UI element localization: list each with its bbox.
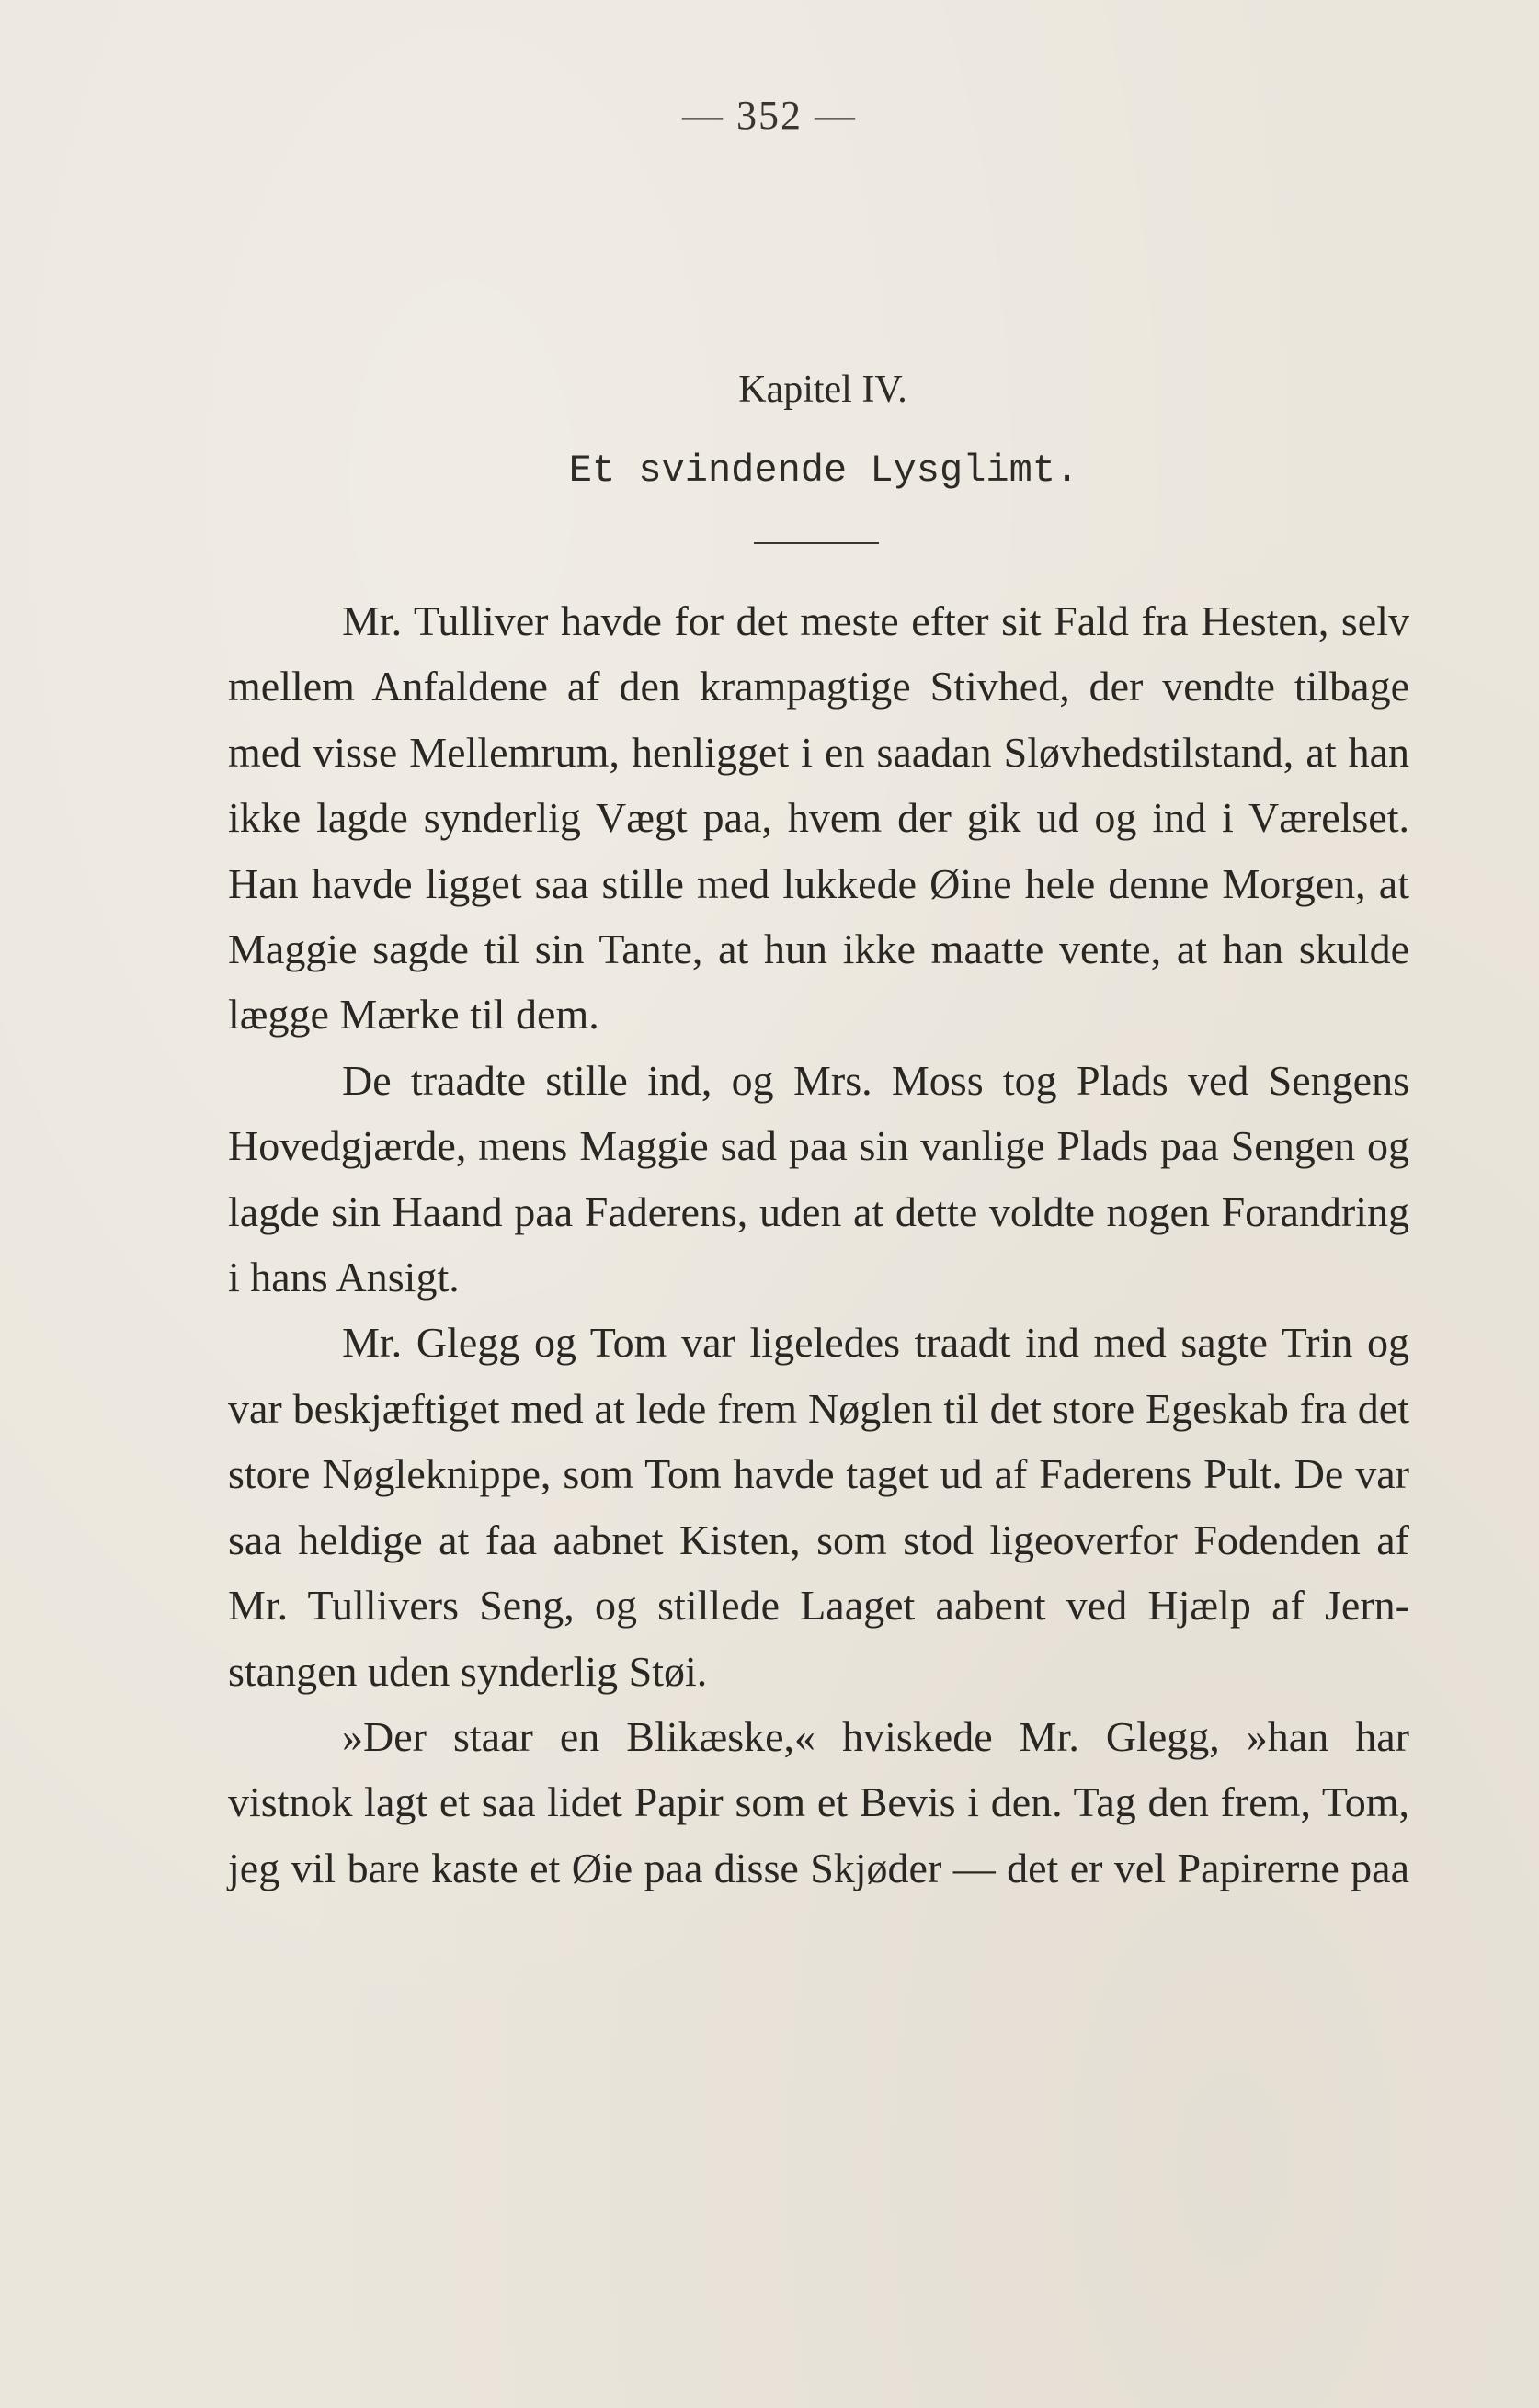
chapter-title: Et svindende Lysglimt. bbox=[568, 449, 1079, 493]
paragraph: Mr. Glegg og Tom var ligeledes traadt ind med sagte Trin og var beskjæftiget med at lede frem Nøglen til det store Egeskab fra det store Nøgleknippe, som Tom havde taget ud af Faderens Pult. De var saa heldige at faa aabnet Kisten, som stod ligeoverfor Fodenden af Mr. Tullivers Seng, og stillede Laaget aabent ved Hjælp af Jernstangen uden synderlig Støi. bbox=[228, 1319, 1409, 1695]
title-divider bbox=[754, 542, 879, 544]
paragraph: Mr. Tulliver havde for det meste efter sit Fald fra Hesten, selv mellem Anfaldene af den krampagtige Stivhed, der vendte tilbage med visse Mellemrum, henligget i en saadan Sløvhedstilstand, at han ikke lagde synderlig Vægt paa, hvem der gik ud og ind i Værelset. Han havde ligget saa stille med lukkede Øine hele denne Morgen, at Maggie sagde til sin Tante, at hun ikke maatte vente, at han skulde lægge Mærke til dem. bbox=[228, 597, 1409, 1039]
chapter-label: Kapitel IV. bbox=[738, 369, 907, 411]
paragraph: »Der staar en Blikæske,« hviskede Mr. Glegg, »han har vistnok lagt et saa lidet Papir som et Bevis i den. Tag den frem, Tom, jeg vil bare kaste et Øie paa disse Skjøder — det er vel Papirerne paa bbox=[228, 1712, 1409, 1891]
page-number: — 352 — bbox=[682, 93, 857, 138]
paragraph: De traadte stille ind, og Mrs. Moss tog Plads ved Sengens Hovedgjærde, mens Maggie sad paa sin vanlige Plads paa Sengen og lagde sin Haand paa Faderens, uden at dette voldte nogen Forandring i hans Ansigt. bbox=[228, 1056, 1409, 1301]
body-text bbox=[228, 588, 1409, 1901]
